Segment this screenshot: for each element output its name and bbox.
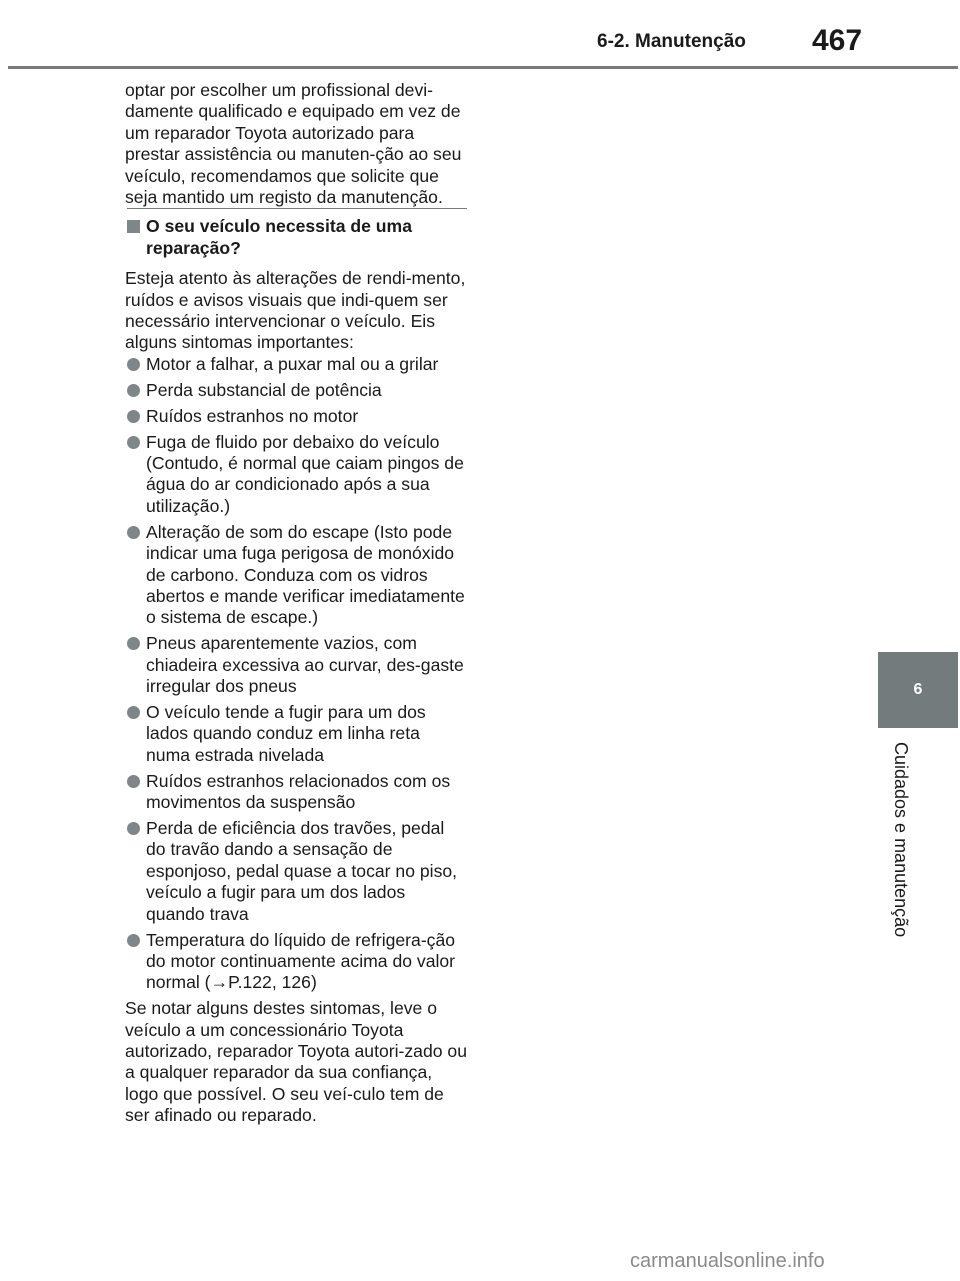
lead-paragraph: Esteja atento às alterações de rendi-mento, ruídos e avisos visuais que indi-quem ser necessário intervencionar o veículo. Eis alguns sintomas importantes: <box>125 268 466 353</box>
square-bullet-icon <box>127 220 140 233</box>
section-title: 6-2. Manutenção <box>597 31 746 52</box>
list-item-text: Alteração de som do escape (Isto pode indicar uma fuga perigosa de monóxido de carbono. Conduza com os vidros abertos e mande verificar imediatamente o sistema de escape.) <box>146 521 465 628</box>
circle-bullet-icon <box>127 526 140 539</box>
list-item <box>125 771 467 814</box>
list-item <box>125 633 467 697</box>
circle-bullet-icon <box>127 775 140 788</box>
list-item <box>125 380 467 401</box>
list-item-text: Fuga de fluido por debaixo do veículo (Contudo, é normal que caiam pingos de água do ar condicionado após a sua utilização.) <box>146 431 464 516</box>
list-item-text: Perda substancial de potência <box>146 379 382 400</box>
list-item-text: Perda de eficiência dos travões, pedal do travão dando a sensação de esponjoso, pedal quase a tocar no piso, veículo a fugir para um dos lados quando trava <box>146 818 458 924</box>
list-item-text: Motor a falhar, a puxar mal ou a grilar <box>146 353 439 374</box>
chapter-number: 6 <box>913 681 923 698</box>
list-item-text: Temperatura do líquido de refrigera-ção do motor continuamente acima do valor normal (→P.122, 126) <box>146 929 456 993</box>
list-item <box>125 406 467 427</box>
list-item-text: O veículo tende a fugir para um dos lados quando conduz em linha reta numa estrada nivelada <box>146 701 426 765</box>
circle-bullet-icon <box>127 410 140 423</box>
circle-bullet-icon <box>127 706 140 719</box>
chapter-side-label: Cuidados e manutenção <box>891 742 911 938</box>
page-number: 467 <box>812 24 863 57</box>
section-heading-text: O seu veículo necessita de uma reparação? <box>146 216 412 258</box>
list-item <box>125 818 467 925</box>
list-item <box>125 354 467 375</box>
circle-bullet-icon <box>127 822 140 835</box>
chapter-tab[interactable] <box>878 652 958 728</box>
circle-bullet-icon <box>127 384 140 397</box>
circle-bullet-icon <box>127 934 140 947</box>
list-item <box>125 522 467 629</box>
circle-bullet-icon <box>127 358 140 371</box>
circle-bullet-icon <box>127 436 140 449</box>
list-item-text: Pneus aparentemente vazios, com chiadeira excessiva ao curvar, des-gaste irregular dos pneus <box>146 633 464 697</box>
circle-bullet-icon <box>127 637 140 650</box>
header-divider <box>8 66 958 69</box>
main-content <box>125 80 467 1127</box>
list-item <box>125 432 467 518</box>
intro-paragraph: optar por escolher um profissional devi-damente qualificado e equipado em vez de um reparador Toyota autorizado para prestar assistência ou manuten-ção ao seu veículo, recomendamos que solicite que seja mantido um registo da manutenção. <box>125 80 462 208</box>
list-item <box>125 930 467 994</box>
watermark-link[interactable]: carmanualsonline.info <box>630 1250 825 1272</box>
section-divider <box>127 208 467 209</box>
list-item <box>125 702 467 766</box>
section-heading <box>125 216 467 259</box>
list-item-text: Ruídos estranhos relacionados com os movimentos da suspensão <box>146 770 451 813</box>
list-item-text: Ruídos estranhos no motor <box>146 405 359 426</box>
closing-paragraph: Se notar alguns destes sintomas, leve o veículo a um concessionário Toyota autorizado, reparador Toyota autori-zado ou a qualquer reparador da sua confiança, logo que possível. O seu veí-culo tem de ser afinado ou reparado. <box>125 998 467 1126</box>
